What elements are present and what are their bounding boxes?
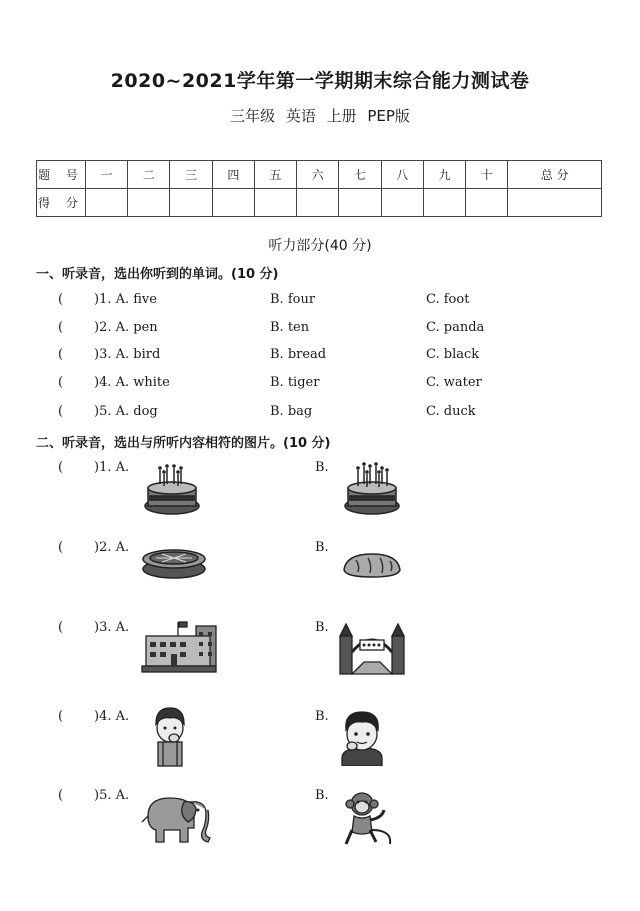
listening-section-title: 听力部分(40 分): [268, 238, 372, 254]
score-cell[interactable]: [423, 189, 465, 217]
school-building-icon[interactable]: [138, 620, 220, 674]
zoo-gate-icon[interactable]: [336, 622, 408, 678]
score-cell[interactable]: [254, 189, 296, 217]
answer-blank[interactable]: (: [58, 320, 64, 335]
score-col-5: 五: [254, 161, 296, 189]
score-cell[interactable]: [86, 189, 128, 217]
option-a-label: )3. A.: [94, 620, 130, 635]
answer-blank[interactable]: (: [58, 404, 64, 419]
option-a: )5. A. dog: [94, 404, 158, 419]
answer-blank[interactable]: (: [58, 709, 64, 724]
answer-blank[interactable]: (: [58, 788, 64, 803]
score-cell[interactable]: [212, 189, 254, 217]
option-a: )2. A. pen: [94, 320, 158, 335]
option-c: C. duck: [426, 404, 476, 419]
option-c: C. black: [426, 347, 480, 362]
score-table: [36, 160, 602, 217]
option-a: )1. A. five: [94, 292, 157, 307]
boy-face-icon[interactable]: [338, 708, 386, 766]
score-col-total: 总 分: [508, 161, 602, 189]
answer-blank[interactable]: (: [58, 375, 64, 390]
answer-blank[interactable]: (: [58, 540, 64, 555]
elephant-icon[interactable]: [140, 792, 214, 846]
option-a-label: )1. A.: [94, 460, 130, 475]
pie-icon[interactable]: [140, 545, 208, 581]
option-b-label: B.: [315, 540, 329, 555]
option-b: B. bag: [270, 404, 313, 419]
option-b-label: B.: [315, 709, 329, 724]
monkey-icon[interactable]: [338, 790, 396, 848]
exam-subtitle: 三年级 英语 上册 PEP版: [230, 107, 410, 125]
part2-heading: 二、听录音，选出与所听内容相符的图片。(10 分): [36, 436, 331, 451]
part1-item-4: [0, 375, 640, 395]
score-col-7: 七: [339, 161, 381, 189]
option-b: B. bread: [270, 347, 327, 362]
option-a-label: )5. A.: [94, 788, 130, 803]
answer-blank[interactable]: (: [58, 620, 64, 635]
score-table-score-row: [37, 189, 602, 217]
score-cell[interactable]: [339, 189, 381, 217]
score-col-1: 一: [86, 161, 128, 189]
option-b: B. tiger: [270, 375, 320, 390]
option-a-label: )2. A.: [94, 540, 130, 555]
score-table-row2-label: 得 分: [37, 189, 86, 217]
part1-item-2: [0, 320, 640, 340]
answer-blank[interactable]: (: [58, 460, 64, 475]
bread-icon[interactable]: [340, 550, 404, 580]
boy-thinking-icon[interactable]: [150, 706, 190, 768]
option-b-label: B.: [315, 460, 329, 475]
part1-item-1: [0, 292, 640, 312]
score-cell[interactable]: [128, 189, 170, 217]
score-cell[interactable]: [170, 189, 212, 217]
score-cell[interactable]: [297, 189, 339, 217]
score-col-2: 二: [128, 161, 170, 189]
score-col-8: 八: [381, 161, 423, 189]
score-col-9: 九: [423, 161, 465, 189]
score-cell[interactable]: [381, 189, 423, 217]
option-b-label: B.: [315, 620, 329, 635]
score-col-3: 三: [170, 161, 212, 189]
option-a: )4. A. white: [94, 375, 170, 390]
part1-heading: 一、听录音，选出你听到的单词。(10 分): [36, 267, 279, 282]
part1-item-3: [0, 347, 640, 367]
birthday-cake-icon[interactable]: [140, 460, 204, 520]
option-c: C. foot: [426, 292, 470, 307]
answer-blank[interactable]: (: [58, 292, 64, 307]
score-table-row1-label: 题 号: [37, 161, 86, 189]
score-table-header-row: [37, 161, 602, 189]
option-b: B. ten: [270, 320, 310, 335]
option-c: C. water: [426, 375, 482, 390]
option-a: )3. A. bird: [94, 347, 161, 362]
answer-blank[interactable]: (: [58, 347, 64, 362]
option-a-label: )4. A.: [94, 709, 130, 724]
exam-title: 2020~2021学年第一学期期末综合能力测试卷: [110, 70, 530, 92]
option-c: C. panda: [426, 320, 485, 335]
birthday-cake-icon[interactable]: [340, 460, 404, 520]
option-b: B. four: [270, 292, 316, 307]
score-col-4: 四: [212, 161, 254, 189]
score-cell[interactable]: [508, 189, 602, 217]
score-col-10: 十: [466, 161, 508, 189]
part1-item-5: [0, 404, 640, 424]
option-b-label: B.: [315, 788, 329, 803]
score-cell[interactable]: [466, 189, 508, 217]
score-col-6: 六: [297, 161, 339, 189]
